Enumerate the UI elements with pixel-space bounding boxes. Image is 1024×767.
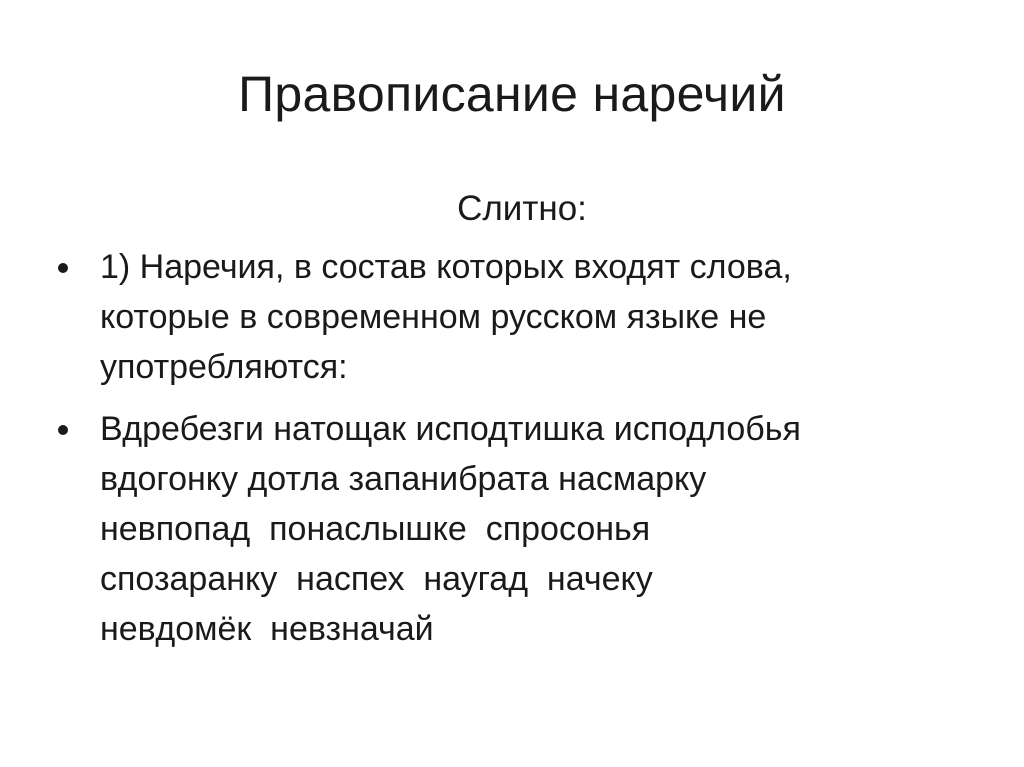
bullet-text-line: невдомёк невзначай bbox=[100, 610, 434, 648]
bullet-item-examples bbox=[58, 404, 988, 654]
bullet-item-rule bbox=[58, 242, 988, 392]
bullet-dot-icon bbox=[58, 425, 68, 435]
bullet-text-line: 1) Наречия, в состав которых входят слова, bbox=[100, 248, 792, 286]
bullet-text-line: Вдребезги натощак исподтишка исподлобья bbox=[100, 410, 801, 448]
bullet-list bbox=[58, 242, 988, 666]
bullet-text-line: невпопад понаслышке спросонья bbox=[100, 510, 651, 548]
bullet-text-line: спозаранку наспех наугад начеку bbox=[100, 560, 653, 598]
bullet-dot-icon bbox=[58, 263, 68, 273]
subheading: Слитно: bbox=[457, 189, 587, 228]
slide-title: Правописание наречий bbox=[238, 66, 786, 122]
bullet-text-line: употребляются: bbox=[100, 348, 348, 386]
bullet-text-line: которые в современном русском языке не bbox=[100, 298, 767, 336]
bullet-text-line: вдогонку дотла запанибрата насмарку bbox=[100, 460, 707, 498]
